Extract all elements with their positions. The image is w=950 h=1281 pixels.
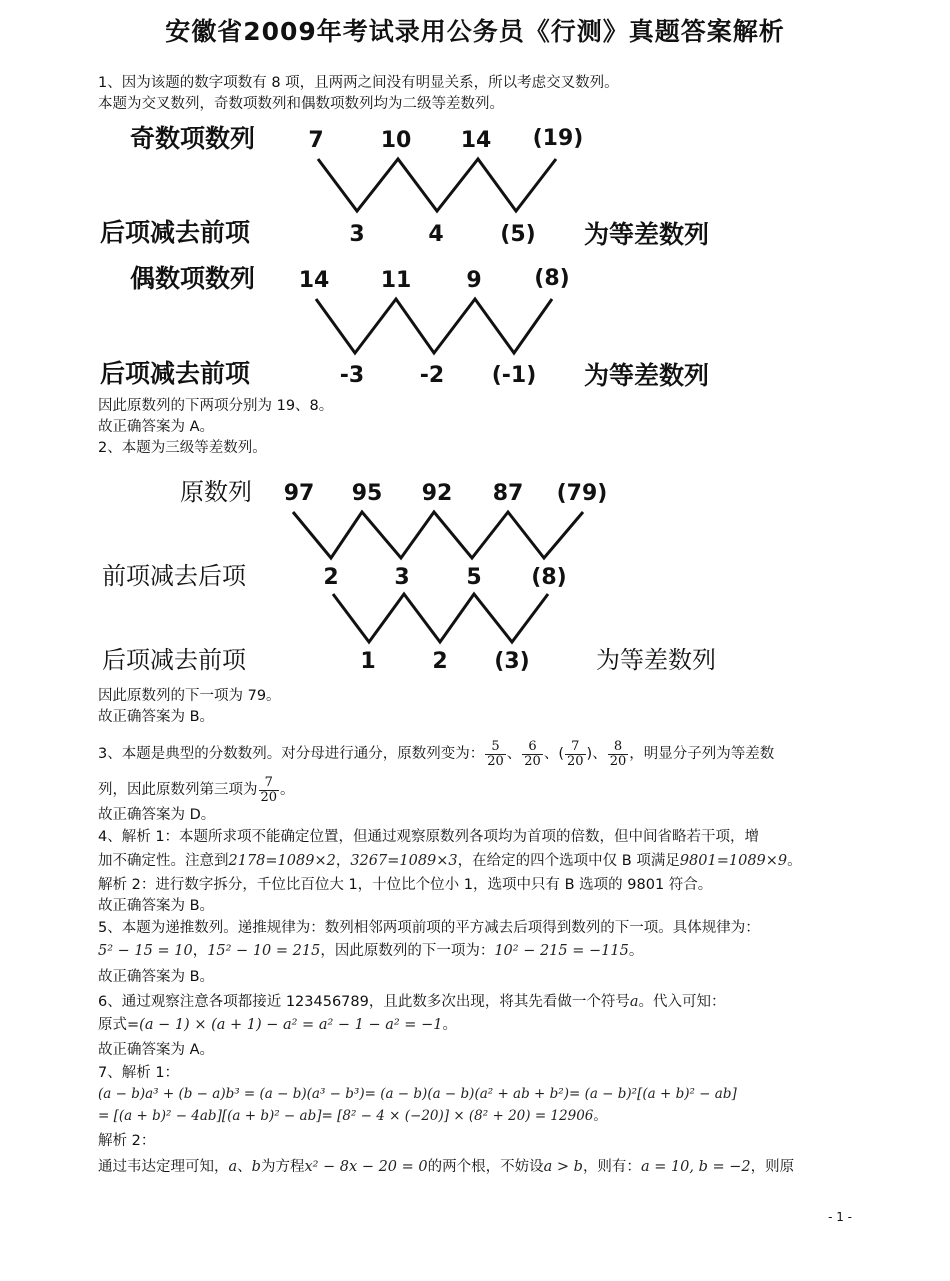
fraction-denominator: 20 [567,753,584,769]
q3-text: 3、本题是典型的分数数列。对分母进行通分，原数列变为： [98,746,485,762]
odd-zigzag [318,159,556,211]
q7-separator: 、 [237,1159,252,1175]
q4-text: 加不确定性。注意到 [98,853,229,869]
even-series-label: 偶数项数列 [130,264,256,293]
q6-equation: (a − 1) × (a + 1) − a² = a² − 1 − a² = −1 [139,1017,443,1033]
page-title: 安徽省2009年考试录用公务员《行测》真题答案解析 [165,17,785,46]
original-term: (79) [556,481,608,506]
original-term: 92 [421,481,453,506]
first-diff: (8) [531,565,567,590]
second-diff: (3) [494,649,530,674]
original-series-label: 原数列 [180,478,252,506]
even-zigzag [316,299,552,353]
fraction [522,740,543,769]
odd-term: 14 [460,128,492,153]
q4-separator: ， [335,853,351,869]
second-diff-note: 为等差数列 [596,646,716,674]
q3-line-2 [98,770,295,810]
q1-type: 本题为交叉数列，奇数项数列和偶数项数列均为二级等差数列。 [98,96,504,112]
second-diff: 2 [432,649,448,674]
even-term: (8) [534,266,570,291]
q5-answer: 故正确答案为 B。 [98,969,215,985]
q7-inequality: a > b [543,1159,583,1175]
q5-equation: 10² − 215 = −115 [494,943,629,959]
q5-equation: 5² − 15 = 10 [98,943,193,959]
q4-equation: 9801=1089×9 [679,853,788,869]
q4-analysis-1: 4、解析 1：本题所求项不能确定位置，但通过观察原数列各项均为首项的倍数，但中间省略若干项，增 [98,829,760,845]
q5-text: ，因此原数列的下一项为： [320,943,495,959]
q3-text-cont: ，明显分子列为等差数 [629,746,775,762]
q4-text: ，在给定的四个选项中仅 B 项满足 [457,853,680,869]
odd-term: (19) [532,126,584,151]
even-term: 9 [466,268,482,293]
q4-text-end: 。 [787,853,802,869]
q5-intro: 5、本题为递推数列。递推规律为：数列相邻两项前项的平方减去后项得到数列的下一项。具体规律为： [98,920,760,936]
q7-text: 为方程 [260,1159,305,1175]
odd-note: 为等差数列 [584,220,710,249]
q3-line-1 [98,734,774,774]
q1-intro: 1、因为该题的数字项数有 8 项，且两两之间没有明显关系，所以考虑交叉数列。 [98,75,619,91]
q7-values: a = 10, b = −2 [640,1159,751,1175]
q7-line-5 [98,1157,794,1177]
q6-text: 6、通过观察注意各项都接近 123456789，且此数多次出现，将其先看做一个符号 [98,994,630,1010]
fraction-numerator: 6 [522,740,543,755]
fraction-numerator: 5 [485,740,506,755]
fraction-denominator: 20 [524,753,541,769]
q2-result: 因此原数列的下一项为 79。 [98,688,281,704]
second-diff-label: 后项减去前项 [102,646,246,674]
q7-equation: (a − b)a³ + (b − a)b³ = (a − b)(a³ − b³)= (a − b)(a − b)(a² + ab + b²)= (a − b)²[(a + b)² − ab] [98,1086,737,1102]
q6-symbol: a [629,994,639,1010]
q1-answer: 故正确答案为 A。 [98,419,215,435]
q6-text-end: 。 [442,1017,457,1033]
q7-text-end: 。 [593,1108,607,1124]
fraction [608,740,629,769]
q7-symbol: a [228,1159,238,1175]
second-diff: 1 [360,649,376,674]
odd-series-label: 奇数项数列 [130,124,256,153]
diagram-q2 [0,470,950,682]
fraction-denominator: 20 [260,789,278,805]
first-diff-label: 前项减去后项 [102,562,246,590]
even-diff-label: 后项减去前项 [100,359,251,388]
q3-text-end: 。 [280,782,295,798]
even-diff: -2 [419,363,445,388]
q4-analysis-2: 解析 2：进行数字拆分，千位比百位大 1，十位比个位小 1，选项中只有 B 选项的 9801 符合。 [98,877,713,893]
original-term: 95 [351,481,383,506]
diagram-q1 [0,115,950,400]
fraction-separator: )、 [586,746,607,762]
q7-analysis-1: 7、解析 1： [98,1065,180,1081]
odd-term: 7 [308,128,324,153]
q3-text: 列，因此原数列第三项为 [98,782,258,798]
q7-equation: x² − 8x − 20 = 0 [304,1159,428,1175]
q4-equation: 3267=1089×3 [350,853,458,869]
fraction-separator: 、 [506,746,522,762]
q7-analysis-2: 解析 2： [98,1133,156,1149]
odd-diff: 4 [428,222,444,247]
q7-equation: = [(a + b)² − 4ab][(a + b)² − ab]= [8² − 4 × (−20)] × (8² + 20) = 12906 [98,1108,594,1124]
q5-separator: ， [192,943,208,959]
original-term: 97 [283,481,315,506]
q3-fraction-list [484,738,629,769]
q3-answer-fraction [259,776,280,805]
fraction [485,740,506,769]
fraction-numerator: 7 [565,740,586,755]
even-term: 11 [380,268,412,293]
q7-line-2 [98,1084,737,1104]
fraction-separator: 、( [543,746,564,762]
first-diff: 2 [323,565,339,590]
fraction-denominator: 20 [487,753,504,769]
first-diff: 5 [466,565,482,590]
fraction-numerator: 7 [259,776,280,791]
even-note: 为等差数列 [584,361,710,390]
q2-answer: 故正确答案为 B。 [98,709,215,725]
q2-intro: 2、本题为三级等差数列。 [98,440,267,456]
q5-line-2 [98,941,643,961]
fraction-numerator: 8 [608,740,629,755]
q4-answer: 故正确答案为 B。 [98,898,215,914]
even-term: 14 [298,268,330,293]
q7-text-end: ，则原 [750,1159,795,1175]
q7-symbol: b [251,1159,261,1175]
q7-text: ，则有： [582,1159,641,1175]
q5-text-end: 。 [628,943,644,959]
q7-line-3 [98,1106,607,1126]
odd-diff: 3 [349,222,365,247]
fraction [565,740,586,769]
even-diff: (-1) [491,363,537,388]
fraction-denominator: 20 [609,753,627,769]
page-number: - 1 - [828,1210,852,1224]
odd-term: 10 [380,128,412,153]
original-term: 87 [492,481,524,506]
q6-text: 原式= [98,1017,140,1033]
q1-result: 因此原数列的下两项分别为 19、8。 [98,398,334,414]
q4-line-2 [98,851,802,871]
even-diff: -3 [339,363,365,388]
second-zigzag [333,594,548,642]
odd-diff-label: 后项减去前项 [100,218,251,247]
first-diff: 3 [394,565,410,590]
odd-diff: (5) [500,222,536,247]
q4-equation: 2178=1089×2 [228,853,336,869]
q6-line-2 [98,1015,457,1035]
q6-line-1 [98,992,726,1012]
q6-text: 。代入可知： [638,994,726,1010]
q6-answer: 故正确答案为 A。 [98,1042,215,1058]
q5-equation: 15² − 10 = 215 [207,943,321,959]
q3-answer: 故正确答案为 D。 [98,807,216,823]
q7-text: 通过韦达定理可知， [98,1159,229,1175]
original-zigzag [293,512,583,558]
q7-text: 的两个根，不妨设 [427,1159,544,1175]
